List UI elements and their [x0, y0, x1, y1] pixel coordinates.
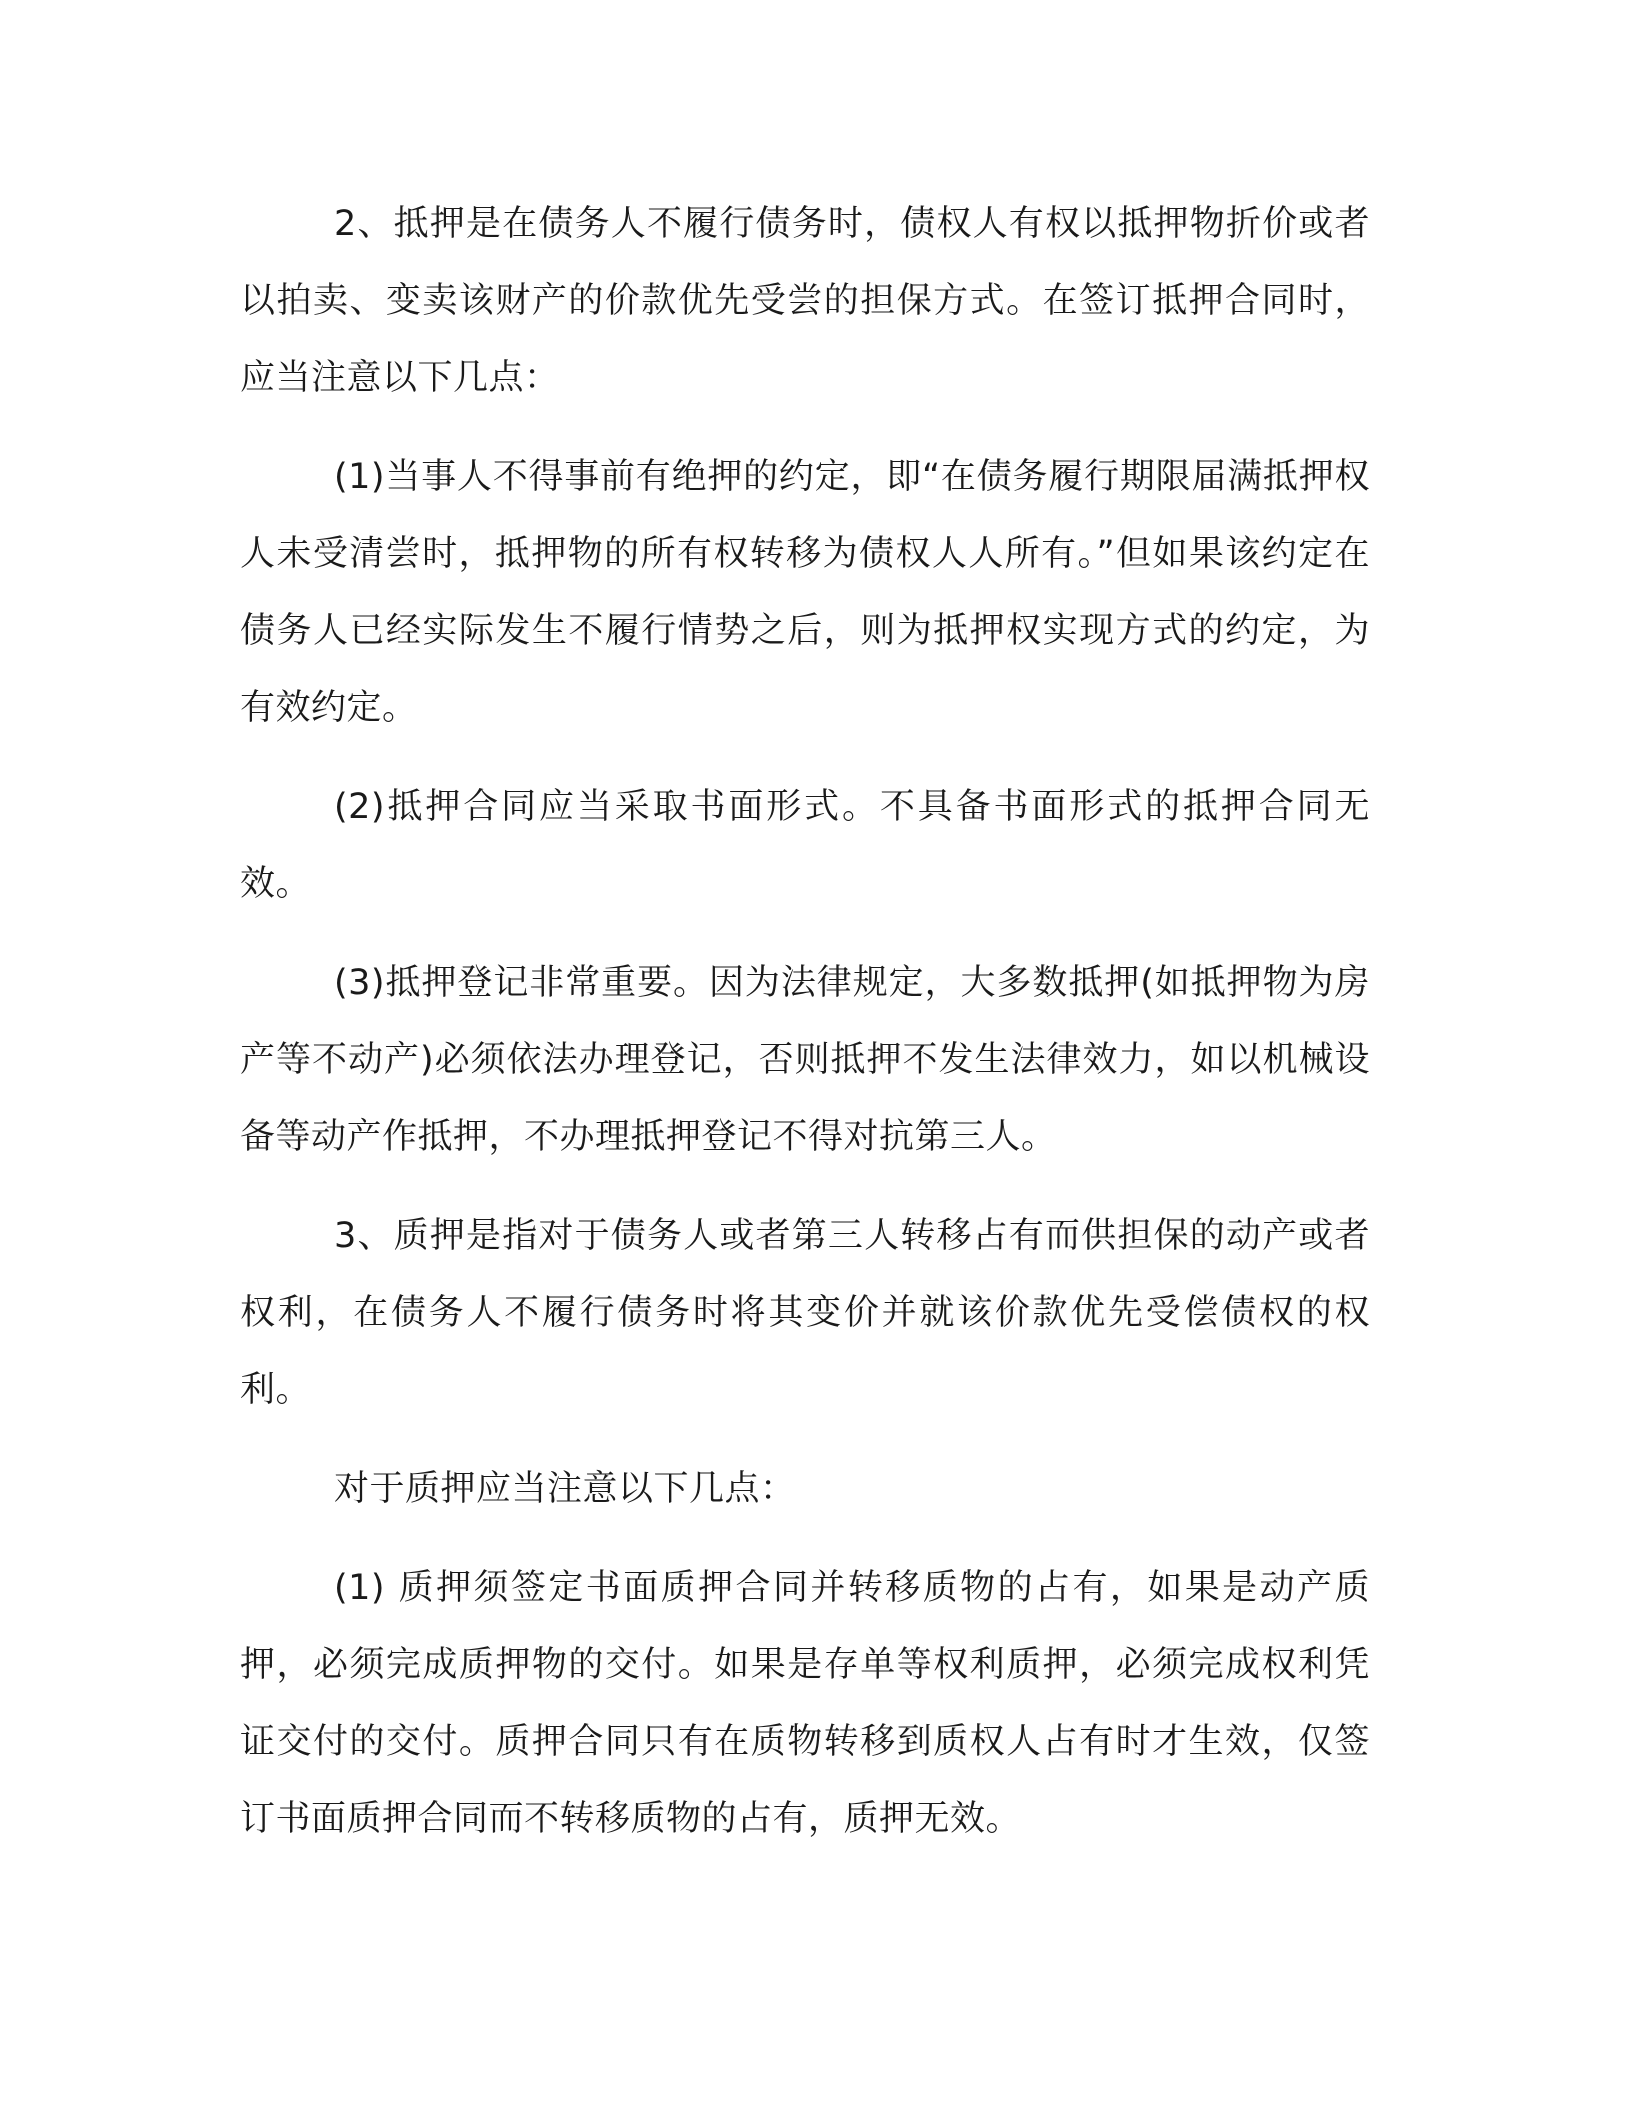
paragraph-mortgage-point-3: (3)抵押登记非常重要。因为法律规定，大多数抵押(如抵押物为房产等不动产)必须依法办理登记，否则抵押不发生法律效力，如以机械设备等动产作抵押，不办理抵押登记不得对抗第三人。	[240, 963, 1370, 1157]
paragraph-pledge-intro: 对于质押应当注意以下几点：	[334, 1469, 796, 1509]
paragraph-mortgage-point-2: (2)抵押合同应当采取书面形式。不具备书面形式的抵押合同无效。	[240, 787, 1370, 904]
paragraph-pledge-point-1: (1) 质押须签定书面质押合同并转移质物的占有，如果是动产质押，必须完成质押物的交付。如果是存单等权利质押，必须完成权利凭证交付的交付。质押合同只有在质物转移到质权人占有时才生效，仅签订书面质押合同而不转移质物的占有，质押无效。	[240, 1568, 1370, 1839]
paragraph-mortgage-definition: 2、抵押是在债务人不履行债务时，债权人有权以抵押物折价或者以拍卖、变卖该财产的价款优先受尝的担保方式。在签订抵押合同时，应当注意以下几点：	[240, 204, 1370, 398]
paragraph-pledge-definition: 3、质押是指对于债务人或者第三人转移占有而供担保的动产或者权利，在债务人不履行债务时将其变价并就该价款优先受偿债权的权利。	[240, 1216, 1370, 1410]
paragraph-mortgage-point-1: (1)当事人不得事前有绝押的约定，即“在债务履行期限届满抵押权人未受清尝时，抵押物的所有权转移为债权人人所有。”但如果该约定在债务人已经实际发生不履行情势之后，则为抵押权实现方式的约定，为有效约定。	[240, 457, 1370, 728]
document-body	[240, 186, 1370, 1880]
